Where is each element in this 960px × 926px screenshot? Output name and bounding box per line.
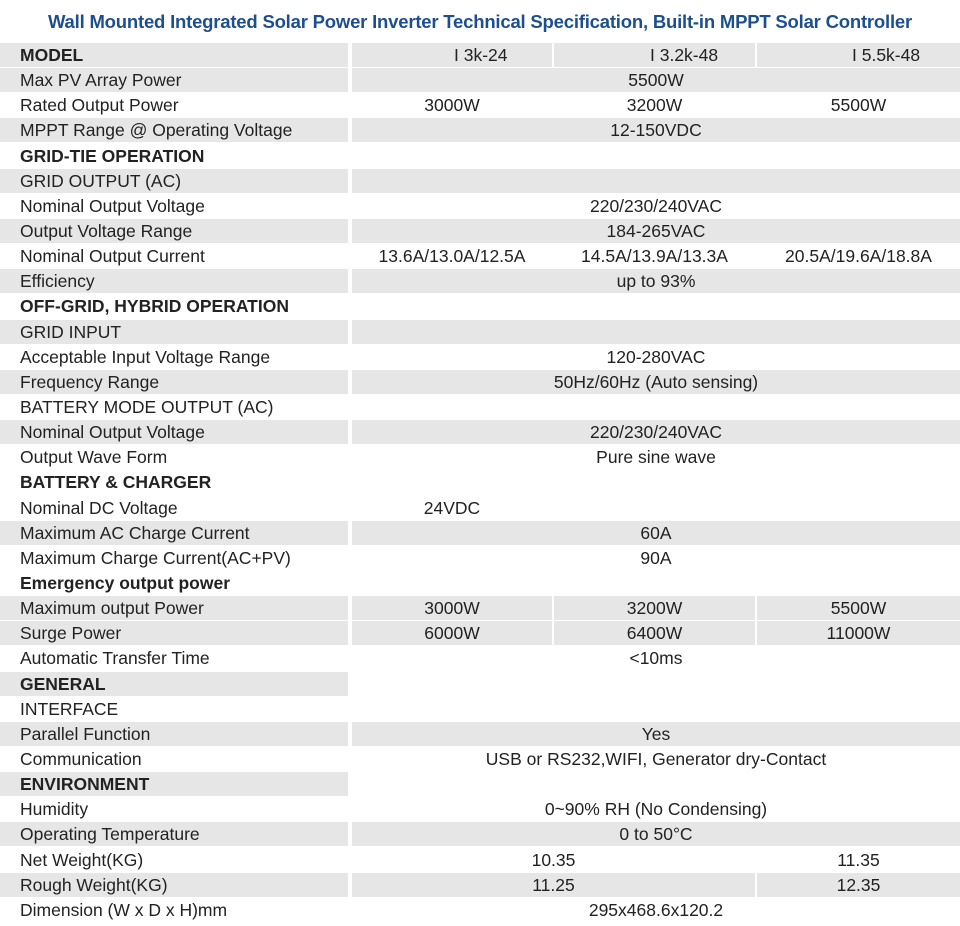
spec-row xyxy=(0,697,960,722)
spec-label: GRID OUTPUT (AC) xyxy=(0,169,348,193)
spec-row xyxy=(0,118,960,143)
spec-value: 6000W xyxy=(352,621,552,645)
spec-value: 14.5A/13.9A/13.3A xyxy=(581,246,728,267)
spec-value: 90A xyxy=(640,547,672,568)
spec-row xyxy=(0,848,960,873)
spec-row xyxy=(0,470,960,495)
spec-value: 0~90% RH (No Condensing) xyxy=(544,799,768,820)
spec-value: 20.5A/19.6A/18.8A xyxy=(785,246,932,267)
spec-label: Max PV Array Power xyxy=(0,68,348,92)
spec-value xyxy=(352,320,960,344)
spec-row xyxy=(0,244,960,269)
spec-label: Maximum output Power xyxy=(0,596,348,620)
spec-row xyxy=(0,772,960,797)
spec-label: MPPT Range @ Operating Voltage xyxy=(0,118,348,142)
spec-value: 11.25 xyxy=(352,873,755,897)
spec-label: INTERFACE xyxy=(20,698,119,719)
spec-row xyxy=(0,546,960,571)
spec-row xyxy=(0,345,960,370)
spec-row xyxy=(0,68,960,93)
spec-row xyxy=(0,219,960,244)
spec-value: 5500W xyxy=(352,68,960,92)
spec-value: 220/230/240VAC xyxy=(352,420,960,444)
spec-value: 50Hz/60Hz (Auto sensing) xyxy=(352,370,960,394)
section-title: Emergency output power xyxy=(20,572,231,593)
spec-value: 6400W xyxy=(554,621,755,645)
header-row xyxy=(0,43,960,68)
spec-row xyxy=(0,445,960,470)
spec-row xyxy=(0,370,960,395)
spec-label: Efficiency xyxy=(0,269,348,293)
section-title: ENVIRONMENT xyxy=(0,772,348,796)
spec-label: Output Voltage Range xyxy=(0,219,348,243)
spec-label: Net Weight(KG) xyxy=(20,849,144,870)
spec-value: 120-280VAC xyxy=(606,346,706,367)
spec-row xyxy=(0,571,960,596)
spec-value xyxy=(554,496,755,520)
section-title: BATTERY & CHARGER xyxy=(20,472,212,493)
spec-label: Nominal Output Voltage xyxy=(20,195,205,216)
model-name: I 5.5k-48 xyxy=(757,43,960,67)
spec-value: 5500W xyxy=(830,95,887,116)
spec-label: Nominal DC Voltage xyxy=(20,497,178,518)
spec-table xyxy=(0,43,960,923)
spec-label: Parallel Function xyxy=(0,722,348,746)
model-name: I 3k-24 xyxy=(352,43,552,67)
spec-label: Acceptable Input Voltage Range xyxy=(20,346,271,367)
spec-value: 184-265VAC xyxy=(352,219,960,243)
spec-label: Maximum AC Charge Current xyxy=(0,521,348,545)
header-label: MODEL xyxy=(0,43,348,67)
spec-value: 295x468.6x120.2 xyxy=(588,899,724,920)
spec-row xyxy=(0,646,960,671)
spec-row xyxy=(0,797,960,822)
spec-row xyxy=(0,144,960,169)
spec-label: Rough Weight(KG) xyxy=(0,873,348,897)
section-title: GRID-TIE OPERATION xyxy=(20,145,205,166)
spec-row xyxy=(0,93,960,118)
spec-value: 10.35 xyxy=(531,849,576,870)
spec-label: Dimension (W x D x H)mm xyxy=(20,899,228,920)
spec-row xyxy=(0,420,960,445)
spec-label: Maximum Charge Current(AC+PV) xyxy=(20,547,291,568)
spec-row xyxy=(0,722,960,747)
spec-label: BATTERY MODE OUTPUT (AC) xyxy=(20,396,274,417)
spec-value: up to 93% xyxy=(352,269,960,293)
spec-row xyxy=(0,672,960,697)
spec-row xyxy=(0,395,960,420)
spec-row xyxy=(0,873,960,898)
spec-row xyxy=(0,596,960,621)
spec-value: 11000W xyxy=(757,621,960,645)
spec-label: Nominal Output Current xyxy=(20,246,205,267)
spec-row xyxy=(0,169,960,194)
spec-label: Automatic Transfer Time xyxy=(20,648,210,669)
section-title: OFF-GRID, HYBRID OPERATION xyxy=(20,296,289,317)
spec-label: Rated Output Power xyxy=(20,95,179,116)
spec-value: 24VDC xyxy=(423,497,481,518)
spec-value: 60A xyxy=(352,521,960,545)
page-title: Wall Mounted Integrated Solar Power Inverter Technical Specification, Built-in MPPT Solar Controller xyxy=(47,10,913,32)
spec-value: 5500W xyxy=(757,596,960,620)
spec-value: 3000W xyxy=(424,95,480,116)
spec-row xyxy=(0,269,960,294)
spec-value: Pure sine wave xyxy=(596,447,716,468)
spec-value xyxy=(352,169,960,193)
spec-label: Output Wave Form xyxy=(20,447,168,468)
spec-value: 0 to 50°C xyxy=(352,822,960,846)
spec-value: 12.35 xyxy=(757,873,960,897)
spec-row xyxy=(0,521,960,546)
spec-label: GRID INPUT xyxy=(0,320,348,344)
spec-row xyxy=(0,320,960,345)
spec-value: 3200W xyxy=(554,596,755,620)
spec-row xyxy=(0,294,960,319)
spec-value xyxy=(757,496,960,520)
spec-label: Humidity xyxy=(20,799,89,820)
spec-row xyxy=(0,822,960,847)
spec-label: Operating Temperature xyxy=(0,822,348,846)
spec-value: 13.6A/13.0A/12.5A xyxy=(378,246,526,267)
spec-label: Communication xyxy=(20,748,142,769)
spec-label: Surge Power xyxy=(0,621,348,645)
spec-value: Yes xyxy=(352,722,960,746)
spec-label: Frequency Range xyxy=(0,370,348,394)
spec-value: 12-150VDC xyxy=(352,118,960,142)
spec-row xyxy=(0,898,960,923)
spec-value: <10ms xyxy=(629,648,683,669)
spec-label: Nominal Output Voltage xyxy=(0,420,348,444)
spec-value: 220/230/240VAC xyxy=(589,195,722,216)
spec-value: 3000W xyxy=(352,596,552,620)
spec-row xyxy=(0,747,960,772)
spec-value: USB or RS232,WIFI, Generator dry-Contact xyxy=(485,748,827,769)
spec-row xyxy=(0,194,960,219)
spec-value: 11.35 xyxy=(837,849,880,870)
spec-row xyxy=(0,621,960,646)
spec-value: 3200W xyxy=(626,95,683,116)
section-title: GENERAL xyxy=(0,672,348,696)
model-name: I 3.2k-48 xyxy=(554,43,755,67)
spec-row xyxy=(0,496,960,521)
